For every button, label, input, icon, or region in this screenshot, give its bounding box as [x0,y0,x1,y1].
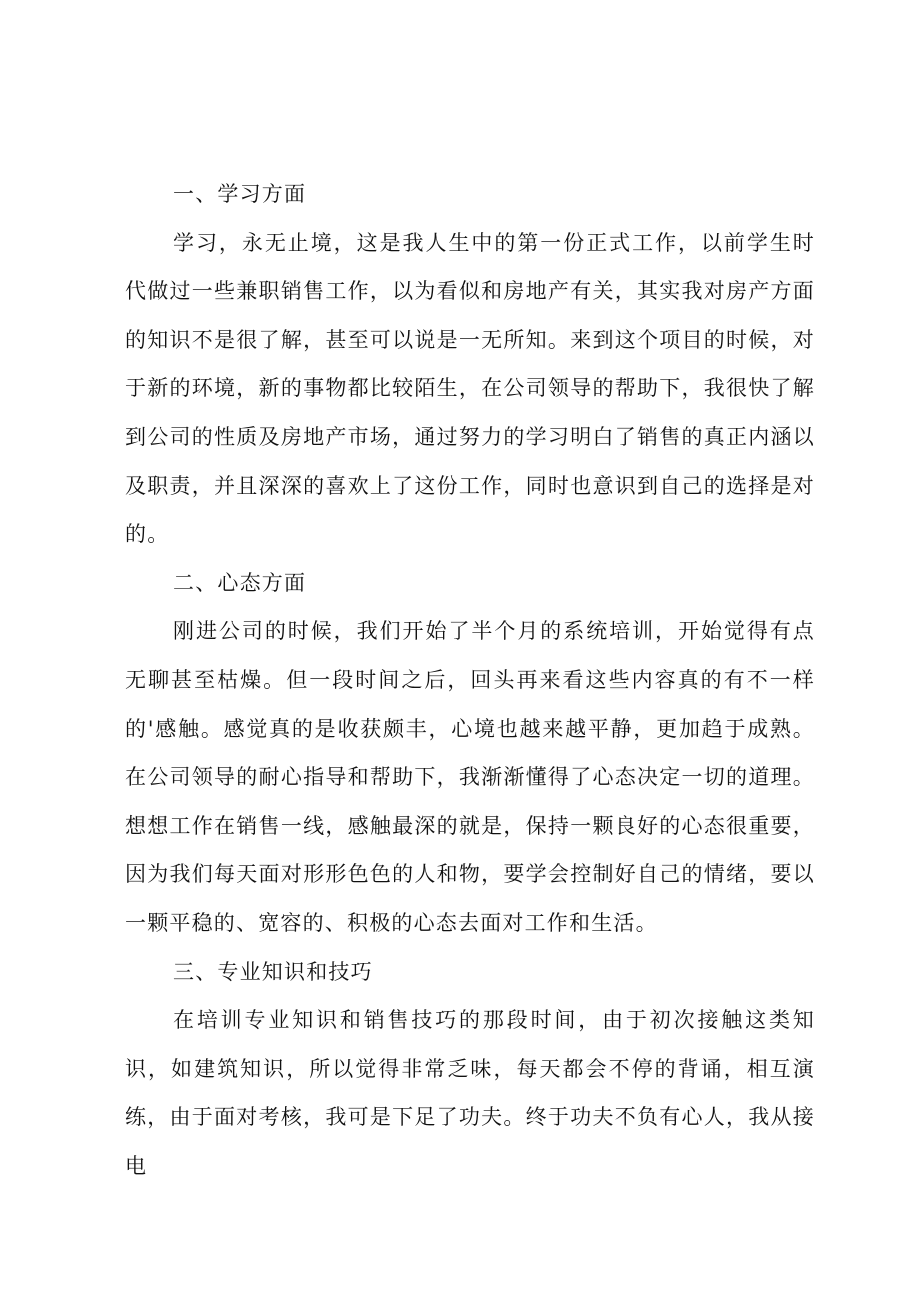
section-heading-skills: 三、专业知识和技巧 [173,959,373,984]
section-heading-learning: 一、学习方面 [173,182,307,206]
section-paragraph-mindset: 刚进公司的时候，我们开始了半个月的系统培训，开始觉得有点无聊甚至枯燥。但一段时间之后，回头再来看这些内容真的有不一样的'感触。感觉真的是收获颇丰，心境也越来越平静，更加趋于成熟。在公司领导的耐心指导和帮助下，我渐渐懂得了心态决定一切的道理。想想工作在销售一线，感触最深的就是，保持一颗良好的心态很重要，因为我们每天面对形形色色的人和物，要学会控制好自己的情绪，要以一颗平稳的、宽容的、积极的心态去面对工作和生活。 [125,619,815,935]
section-paragraph-learning: 学习，永无止境，这是我人生中的第一份正式工作，以前学生时代做过一些兼职销售工作，以为看似和房地产有关，其实我对房产方面的知识不是很了解，甚至可以说是一无所知。来到这个项目的时候，对于新的环境，新的事物都比较陌生，在公司领导的帮助下，我很快了解到公司的性质及房地产市场，通过努力的学习明白了销售的真正内涵以及职责，并且深深的喜欢上了这份工作，同时也意识到自己的选择是对的。 [125,230,815,547]
section-heading-mindset: 二、心态方面 [173,570,307,595]
section-paragraph-skills: 在培训专业知识和销售技巧的那段时间，由于初次接触这类知识，如建筑知识，所以觉得非常乏味，每天都会不停的背诵，相互演练，由于面对考核，我可是下足了功夫。终于功夫不负有心人，我从接电 [125,1008,815,1178]
document-body [125,170,815,1190]
